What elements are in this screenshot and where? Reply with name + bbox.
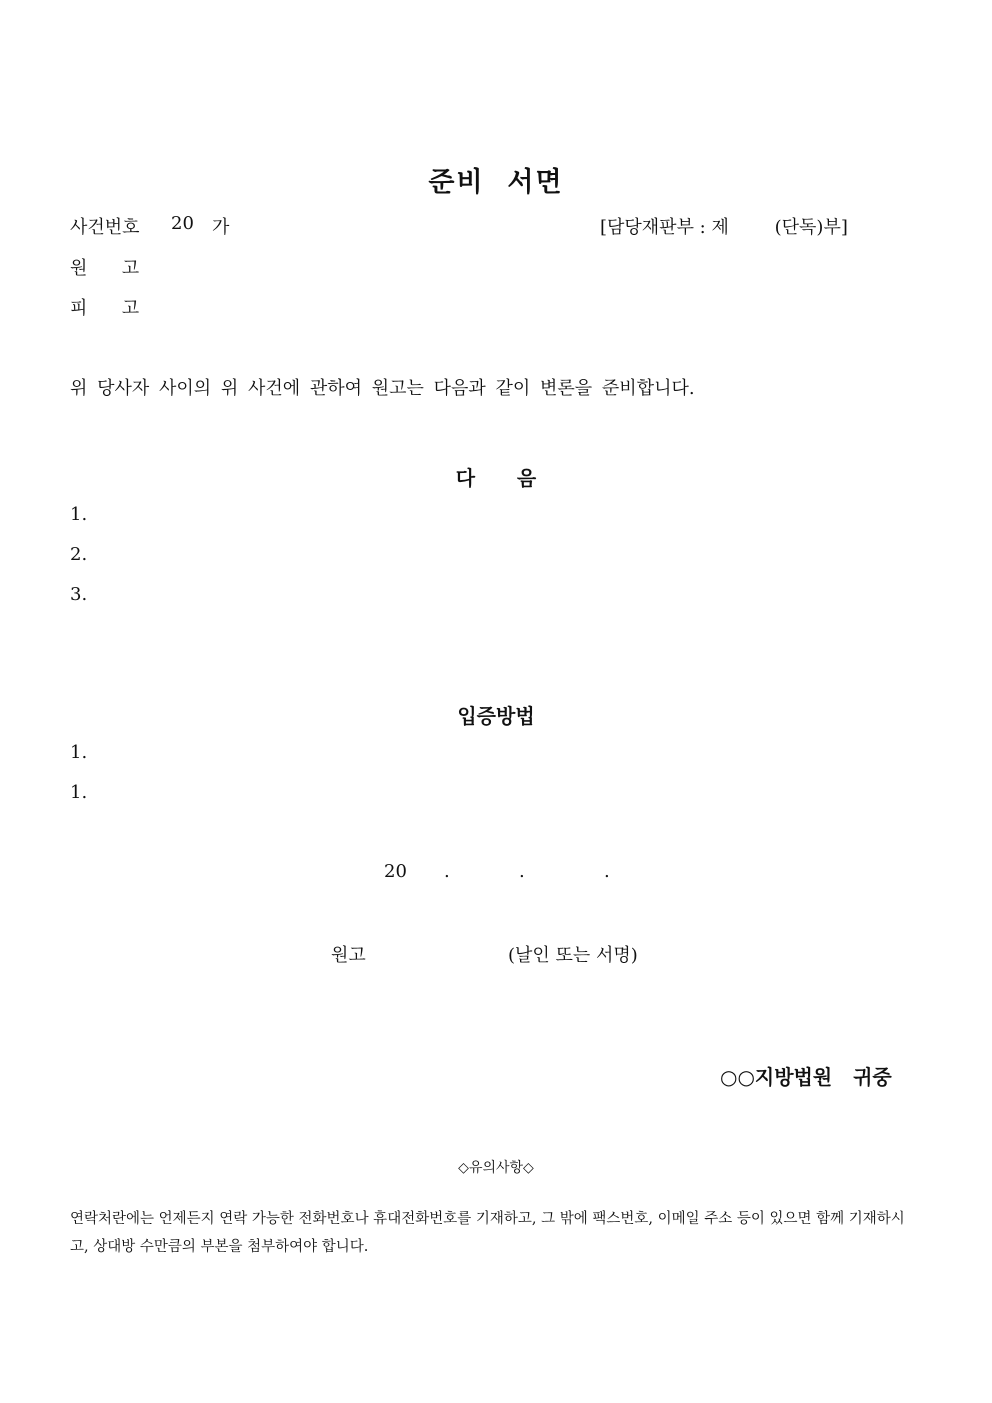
- defendant-label: 피 고: [70, 298, 140, 319]
- evidence-heading: 입증방법: [457, 704, 535, 728]
- case-number-code: 가: [212, 217, 230, 238]
- list-item: 1.: [70, 742, 88, 763]
- court-division: [담당재판부 : 제 (단독)부]: [600, 217, 848, 238]
- plaintiff-label: 원 고: [70, 258, 140, 279]
- date-year: 20: [384, 861, 407, 882]
- list-item: 3.: [70, 584, 88, 605]
- signature-party: 원고: [331, 945, 366, 966]
- list-item: 1.: [70, 782, 88, 803]
- notice-body: 연락처란에는 언제든지 연락 가능한 전화번호나 휴대전화번호를 기재하고, 그 밖에 팩스번호, 이메일 주소 등이 있으면 함께 기재하시고, 상대방 수만큼의 부본을 첨부하여야 합니다.: [70, 1211, 905, 1255]
- date-separator: .: [604, 861, 610, 882]
- list-item: 2.: [70, 544, 88, 565]
- intro-paragraph: 위 당사자 사이의 위 사건에 관하여 원고는 다음과 같이 변론을 준비합니다.: [70, 378, 695, 399]
- date-separator: .: [444, 861, 450, 882]
- signature-seal-note: (날인 또는 서명): [508, 945, 638, 966]
- list-item: 1.: [70, 504, 88, 525]
- date-separator: .: [519, 861, 525, 882]
- case-number-year: 20: [171, 213, 194, 234]
- document-title: 준비 서면: [428, 167, 564, 198]
- court-address: ○○지방법원 귀중: [720, 1065, 892, 1089]
- case-number-label: 사건번호: [70, 217, 140, 238]
- notice-heading: ◇유의사항◇: [458, 1160, 534, 1176]
- following-heading: 다 음: [455, 466, 537, 490]
